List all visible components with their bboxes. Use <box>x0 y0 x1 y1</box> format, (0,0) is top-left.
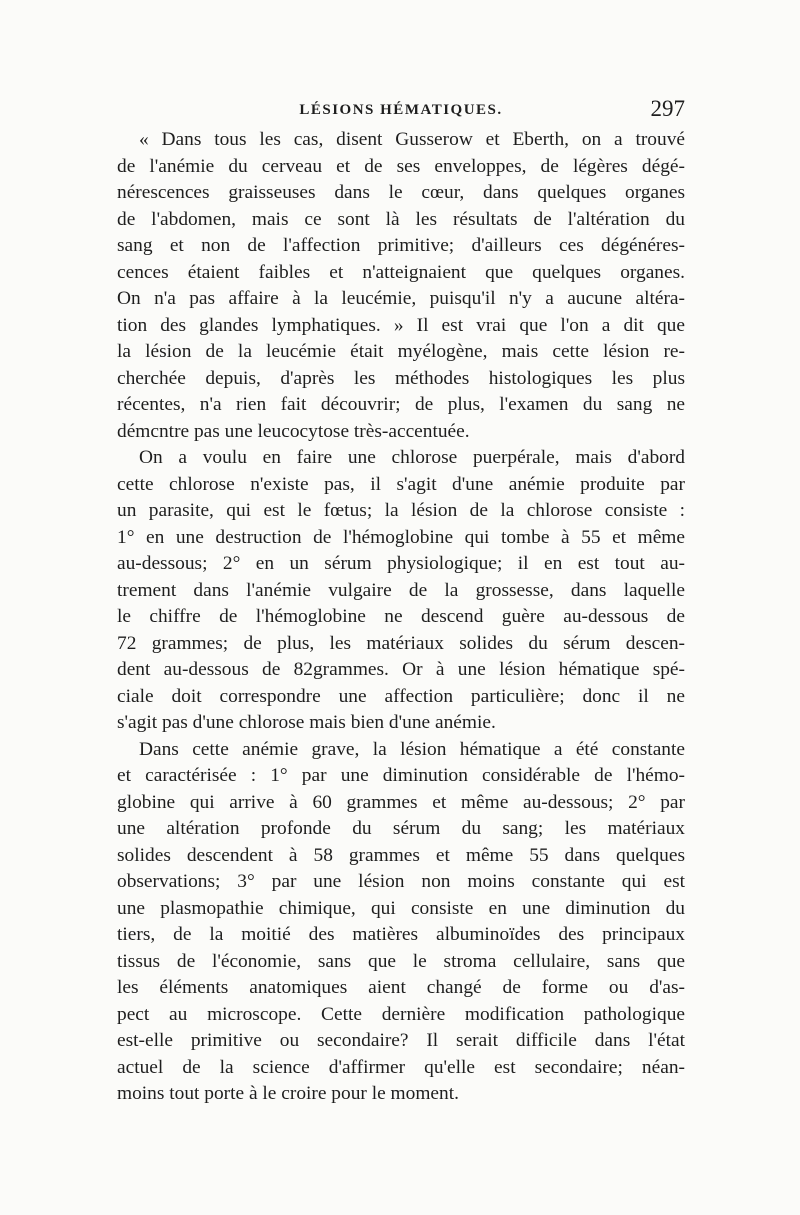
text-line: au-dessous; 2° en un sérum physiologique; il en est tout au- <box>117 553 685 574</box>
text-line: récentes, n'a rien fait découvrir; de plus, l'examen du sang ne <box>117 394 685 415</box>
text-line: démcntre pas une leucocytose très-accentuée. <box>117 420 470 442</box>
text-line: de l'anémie du cerveau et de ses enveloppes, de légères dégé- <box>117 155 685 177</box>
text-line: observations; 3° par une lésion non moins constante qui est <box>117 871 685 892</box>
text-line: dent au-dessous de 82grammes. Or à une lésion hématique spé- <box>117 659 685 680</box>
text-line: tiers, de la moitié des matières albuminoïdes des principaux <box>117 924 685 945</box>
text-line: ciale doit correspondre une affection particulière; donc il ne <box>117 685 685 707</box>
text-line: une altération profonde du sérum du sang; les matériaux <box>117 818 685 839</box>
text-line: On n'a pas affaire à la leucémie, puisqu'il n'y a aucune altéra- <box>117 288 685 309</box>
text-line: On a voulu en faire une chlorose puerpérale, mais d'abord <box>139 447 685 468</box>
text-line: tissus de l'économie, sans que le stroma cellulaire, sans que <box>117 950 685 972</box>
text-line: et caractérisée : 1° par une diminution considérable de l'hémo- <box>117 765 685 786</box>
text-line: le chiffre de l'hémoglobine ne descend guère au-dessous de <box>117 606 685 627</box>
text-line: cette chlorose n'existe pas, il s'agit d'une anémie produite par <box>117 473 685 495</box>
text-line: 72 grammes; de plus, les matériaux solides du sérum descen- <box>117 632 685 654</box>
text-line: les éléments anatomiques aient changé de forme ou d'as- <box>117 977 685 998</box>
body-text <box>117 127 685 1108</box>
text-line: de l'abdomen, mais ce sont là les résultats de l'altération du <box>117 208 685 230</box>
text-line: un parasite, qui est le fœtus; la lésion de la chlorose consiste : <box>117 500 685 521</box>
running-title: LÉSIONS HÉMATIQUES. <box>299 102 503 118</box>
text-line: Dans cette anémie grave, la lésion hématique a été constante <box>139 738 685 760</box>
text-line: pect au microscope. Cette dernière modification pathologique <box>117 1003 685 1025</box>
text-line: moins tout porte à le croire pour le moment. <box>117 1083 459 1104</box>
text-line: s'agit pas d'une chlorose mais bien d'une anémie. <box>117 712 496 733</box>
text-line: est-elle primitive ou secondaire? Il serait difficile dans l'état <box>117 1030 685 1051</box>
text-line: solides descendent à 58 grammes et même 55 dans quelques <box>117 844 685 866</box>
text-line: trement dans l'anémie vulgaire de la grossesse, dans laquelle <box>117 579 685 601</box>
text-line: globine qui arrive à 60 grammes et même au-dessous; 2° par <box>117 791 685 813</box>
text-line: la lésion de la leucémie était myélogène, mais cette lésion re- <box>117 341 685 362</box>
text-line: une plasmopathie chimique, qui consiste en une diminution du <box>117 897 685 919</box>
text-line: 1° en une destruction de l'hémoglobine qui tombe à 55 et même <box>117 526 685 548</box>
page-number: 297 <box>650 96 685 121</box>
text-line: sang et non de l'affection primitive; d'ailleurs ces dégénéres- <box>117 235 685 256</box>
text-line: « Dans tous les cas, disent Gusserow et Eberth, on a trouvé <box>139 129 685 150</box>
text-line: cences étaient faibles et n'atteignaient que quelques organes. <box>117 261 685 283</box>
text-line: tion des glandes lymphatiques. » Il est vrai que l'on a dit que <box>117 314 685 336</box>
text-line: nérescences graisseuses dans le cœur, dans quelques organes <box>117 182 685 203</box>
text-line: actuel de la science d'affirmer qu'elle est secondaire; néan- <box>117 1056 685 1078</box>
text-line: cherchée depuis, d'après les méthodes histologiques les plus <box>117 367 685 389</box>
running-header <box>117 96 685 126</box>
